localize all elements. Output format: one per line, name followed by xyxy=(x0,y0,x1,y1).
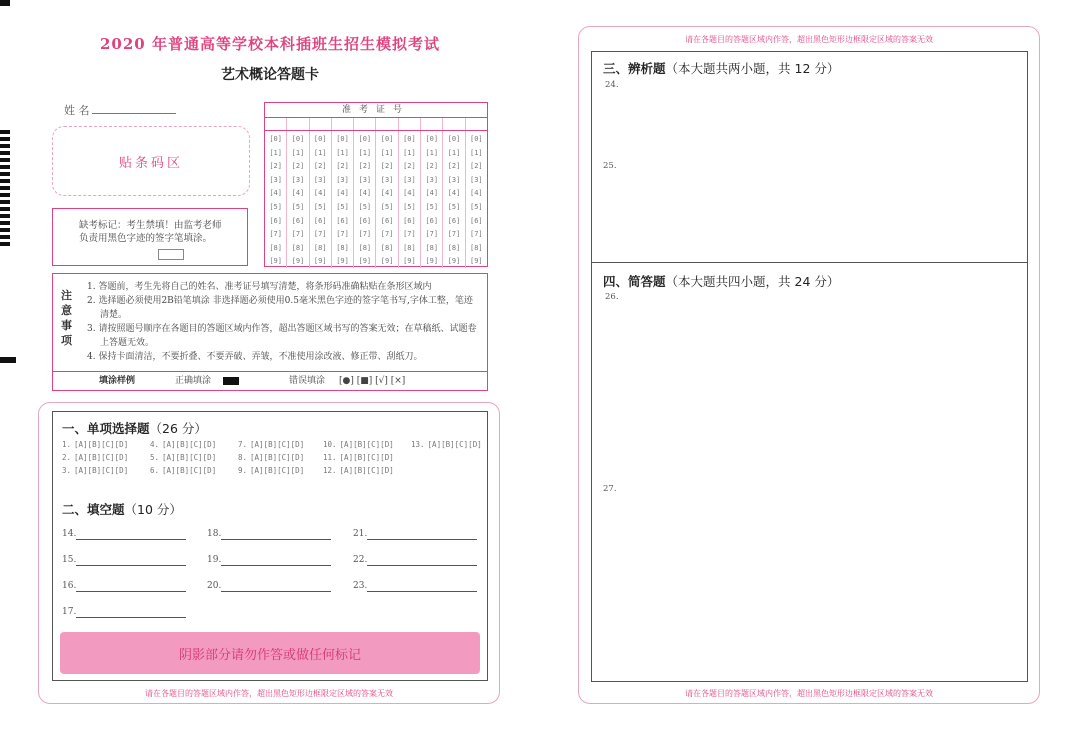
digit-bubble[interactable]: [8] xyxy=(425,243,439,252)
timing-mark xyxy=(0,357,16,363)
digit-bubble[interactable]: [1] xyxy=(425,148,439,157)
digit-bubble[interactable]: [8] xyxy=(358,243,372,252)
digit-bubble[interactable]: [3] xyxy=(469,175,483,184)
choice-question[interactable] xyxy=(150,466,216,475)
section2-score: （10 分） xyxy=(124,502,182,517)
digit-bubble[interactable]: [5] xyxy=(447,202,461,211)
question-number: 21. xyxy=(353,529,368,539)
digit-bubble[interactable]: [5] xyxy=(269,202,282,211)
digit-bubble[interactable]: [8] xyxy=(336,243,349,252)
digit-bubble[interactable]: [0] xyxy=(313,135,327,143)
question-number: 17. xyxy=(62,607,77,617)
answer-blank[interactable] xyxy=(367,565,477,566)
digit-bubble[interactable]: [9] xyxy=(447,257,461,266)
digit-bubble[interactable]: [4] xyxy=(313,189,327,198)
digit-bubble[interactable]: [5] xyxy=(291,202,305,211)
choice-question[interactable] xyxy=(150,453,216,462)
ticket-digit-column xyxy=(443,131,465,268)
digit-bubble[interactable]: [1] xyxy=(336,148,349,157)
choice-options[interactable]: [A][B][C][D] xyxy=(162,466,217,475)
digit-bubble[interactable]: [8] xyxy=(403,243,416,252)
timing-mark xyxy=(0,207,10,211)
answer-blank[interactable] xyxy=(367,539,477,540)
digit-bubble[interactable]: [8] xyxy=(291,243,305,252)
section-divider xyxy=(591,262,1028,263)
digit-bubble[interactable]: [7] xyxy=(269,230,282,239)
choice-options[interactable]: [A][B][C][D] xyxy=(74,466,129,475)
question-number: 23. xyxy=(353,581,368,591)
digit-bubble[interactable]: [0] xyxy=(469,135,483,143)
choice-question[interactable] xyxy=(150,440,216,449)
digit-bubble[interactable]: [8] xyxy=(269,243,282,252)
timing-mark xyxy=(0,221,10,225)
absent-checkbox[interactable] xyxy=(158,249,184,260)
digit-bubble[interactable]: [3] xyxy=(269,175,282,184)
question-number: 5. xyxy=(150,453,160,462)
ticket-digit-column xyxy=(287,131,309,268)
question-number: 20. xyxy=(207,581,222,591)
answer-blank[interactable] xyxy=(76,617,186,618)
digit-bubble[interactable]: [9] xyxy=(336,257,349,266)
digit-bubble[interactable]: [3] xyxy=(403,175,416,184)
section2-title: 二、填空题 xyxy=(62,502,125,517)
digit-bubble[interactable]: [1] xyxy=(403,148,416,157)
digit-bubble[interactable]: [1] xyxy=(269,148,282,157)
correct-label: 正确填涂 xyxy=(175,376,212,386)
section1-score: （26 分） xyxy=(149,421,207,436)
question-number: 6. xyxy=(150,466,160,475)
question-number: 18. xyxy=(207,529,222,539)
question-number: 9. xyxy=(238,466,248,475)
choice-options[interactable]: [A][B][C][D] xyxy=(339,453,394,462)
section3-detail: （本大题共两小题，共 12 分） xyxy=(665,61,840,76)
digit-bubble[interactable]: [6] xyxy=(313,216,327,225)
question-number: 8. xyxy=(238,453,248,462)
digit-bubble[interactable]: [2] xyxy=(358,162,372,171)
wrong-samples: [●] [■] [√] [×] xyxy=(339,376,406,386)
choice-question[interactable] xyxy=(62,466,128,475)
ticket-number-grid xyxy=(264,102,488,267)
ticket-digit-columns xyxy=(265,131,487,268)
barcode-area: 贴条码区 xyxy=(52,126,250,196)
digit-bubble[interactable]: [3] xyxy=(336,175,349,184)
fill-sample-row xyxy=(53,371,487,390)
digit-bubble[interactable]: [4] xyxy=(336,189,349,198)
question-number: 13. xyxy=(411,440,425,449)
digit-bubble[interactable]: [8] xyxy=(469,243,483,252)
section1-heading xyxy=(62,419,207,437)
question-number: 1. xyxy=(62,440,72,449)
digit-bubble[interactable]: [4] xyxy=(447,189,461,198)
digit-bubble[interactable]: [3] xyxy=(291,175,305,184)
digit-bubble[interactable]: [2] xyxy=(336,162,349,171)
digit-bubble[interactable]: [4] xyxy=(403,189,416,198)
answer-blank[interactable] xyxy=(76,539,186,540)
digit-bubble[interactable]: [3] xyxy=(313,175,327,184)
digit-bubble[interactable]: [1] xyxy=(358,148,372,157)
timing-mark xyxy=(0,144,10,148)
answer-blank[interactable] xyxy=(221,591,331,592)
timing-mark xyxy=(0,151,10,155)
answer-area-26[interactable] xyxy=(600,304,1020,474)
note-item: 3. 请按照题号顺序在各题目的答题区域内作答，超出答题区域书写的答案无效；在草稿纸、试题卷上答题无效。 xyxy=(87,324,477,348)
absent-line-1: 缺考标记：考生禁填！由监考老师 xyxy=(79,220,222,231)
choice-question[interactable] xyxy=(323,453,394,462)
section4-heading xyxy=(603,272,839,290)
timing-mark xyxy=(0,179,10,183)
right-header-note: 请在各题目的答题区域内作答，超出黑色矩形边框限定区域的答案无效 xyxy=(685,35,933,44)
question-number: 27. xyxy=(603,484,617,494)
digit-bubble[interactable]: [2] xyxy=(425,162,439,171)
digit-bubble[interactable]: [2] xyxy=(469,162,483,171)
answer-blank[interactable] xyxy=(221,565,331,566)
ticket-digit-column xyxy=(310,131,332,268)
name-field[interactable] xyxy=(92,113,176,114)
notes-label: 注意事项 xyxy=(61,289,72,347)
digit-bubble[interactable]: [0] xyxy=(336,135,349,143)
section3-title: 三、辨析题 xyxy=(603,61,666,76)
digit-bubble[interactable]: [1] xyxy=(469,148,483,157)
ticket-digit-column xyxy=(265,131,287,268)
absent-mark-box xyxy=(52,208,248,266)
digit-bubble[interactable]: [5] xyxy=(380,202,394,211)
choice-question[interactable] xyxy=(62,440,128,449)
choice-options[interactable]: [A][B][C][D] xyxy=(250,453,305,462)
digit-bubble[interactable]: [6] xyxy=(269,216,282,225)
choice-question[interactable] xyxy=(323,466,394,475)
digit-bubble[interactable]: [2] xyxy=(380,162,394,171)
digit-bubble[interactable]: [2] xyxy=(447,162,461,171)
ticket-write-row[interactable] xyxy=(265,118,487,131)
question-number: 19. xyxy=(207,555,222,565)
timing-mark xyxy=(0,165,10,169)
right-footer-note: 请在各题目的答题区域内作答，超出黑色矩形边框限定区域的答案无效 xyxy=(685,689,933,698)
answer-blank[interactable] xyxy=(76,591,186,592)
question-number: 15. xyxy=(62,555,77,565)
digit-bubble[interactable]: [5] xyxy=(403,202,416,211)
choice-question[interactable] xyxy=(238,440,304,449)
digit-bubble[interactable]: [6] xyxy=(403,216,416,225)
timing-mark xyxy=(0,172,10,176)
choice-question[interactable] xyxy=(411,440,482,449)
ticket-digit-column xyxy=(466,131,487,268)
digit-bubble[interactable]: [3] xyxy=(425,175,439,184)
digit-bubble[interactable]: [6] xyxy=(380,216,394,225)
digit-bubble[interactable]: [5] xyxy=(313,202,327,211)
choice-options[interactable]: [A][B][C][D] xyxy=(162,440,217,449)
choice-options[interactable]: [A][B][C][D] xyxy=(427,440,482,449)
digit-bubble[interactable]: [9] xyxy=(313,257,327,266)
answer-blank[interactable] xyxy=(76,565,186,566)
absent-line-2: 负责用黑色字迹的签字笔填涂。 xyxy=(79,233,213,244)
ticket-header: 准考证号 xyxy=(265,103,487,118)
digit-bubble[interactable]: [1] xyxy=(313,148,327,157)
left-footer-note: 请在各题目的答题区域内作答，超出黑色矩形边框限定区域的答案无效 xyxy=(145,689,393,698)
timing-mark xyxy=(0,0,10,6)
answer-blank[interactable] xyxy=(367,591,477,592)
section2-heading xyxy=(62,500,182,518)
choice-options[interactable]: [A][B][C][D] xyxy=(250,440,305,449)
digit-bubble[interactable]: [5] xyxy=(358,202,372,211)
digit-bubble[interactable]: [7] xyxy=(380,230,394,239)
ticket-digit-column xyxy=(421,131,443,268)
digit-bubble[interactable]: [5] xyxy=(425,202,439,211)
timing-mark xyxy=(0,193,10,197)
note-item: 4. 保持卡面清洁，不要折叠、不要弄破、弄皱，不准使用涂改液、修正带、刮纸刀。 xyxy=(87,352,423,362)
digit-bubble[interactable]: [0] xyxy=(380,135,394,143)
exam-title: 2020 年普通高等学校本科插班生招生模拟考试 xyxy=(100,35,440,53)
answer-area-24[interactable] xyxy=(600,92,1020,152)
section1-title: 一、单项选择题 xyxy=(62,421,150,436)
timing-mark xyxy=(0,186,10,190)
answer-area-27[interactable] xyxy=(600,496,1020,676)
digit-bubble[interactable]: [7] xyxy=(425,230,439,239)
note-item: 1. 答题前，考生先将自己的姓名、准考证号填写清楚，将条形码准确粘贴在条形区域内 xyxy=(87,282,432,292)
digit-bubble[interactable]: [0] xyxy=(425,135,439,143)
digit-bubble[interactable]: [8] xyxy=(313,243,327,252)
choice-options[interactable]: [A][B][C][D] xyxy=(74,440,129,449)
digit-bubble[interactable]: [7] xyxy=(358,230,372,239)
question-number: 3. xyxy=(62,466,72,475)
digit-bubble[interactable]: [2] xyxy=(313,162,327,171)
timing-mark xyxy=(0,200,10,204)
question-number: 16. xyxy=(62,581,77,591)
choice-options[interactable]: [A][B][C][D] xyxy=(250,466,305,475)
digit-bubble[interactable]: [0] xyxy=(358,135,372,143)
question-number: 25. xyxy=(603,161,617,171)
timing-mark xyxy=(0,228,10,232)
notes-box xyxy=(52,273,488,391)
digit-bubble[interactable]: [9] xyxy=(291,257,305,266)
digit-bubble[interactable]: [2] xyxy=(269,162,282,171)
question-number: 7. xyxy=(238,440,248,449)
timing-mark xyxy=(0,130,10,134)
digit-bubble[interactable]: [0] xyxy=(403,135,416,143)
shaded-no-write-area: 阴影部分请勿作答或做任何标记 xyxy=(60,632,480,674)
choice-options[interactable]: [A][B][C][D] xyxy=(74,453,129,462)
section4-detail: （本大题共四小题，共 24 分） xyxy=(665,274,840,289)
question-number: 11. xyxy=(323,453,337,462)
correct-sample xyxy=(223,372,239,390)
digit-bubble[interactable]: [1] xyxy=(447,148,461,157)
digit-bubble[interactable]: [6] xyxy=(425,216,439,225)
digit-bubble[interactable]: [7] xyxy=(336,230,349,239)
question-number: 10. xyxy=(323,440,337,449)
section4-title: 四、简答题 xyxy=(603,274,666,289)
choice-options[interactable]: [A][B][C][D] xyxy=(162,453,217,462)
digit-bubble[interactable]: [3] xyxy=(380,175,394,184)
timing-mark xyxy=(0,242,10,246)
timing-mark xyxy=(0,214,10,218)
digit-bubble[interactable]: [1] xyxy=(380,148,394,157)
digit-bubble[interactable]: [9] xyxy=(269,257,282,266)
digit-bubble[interactable]: [5] xyxy=(336,202,349,211)
choice-question[interactable] xyxy=(238,466,304,475)
digit-bubble[interactable]: [7] xyxy=(313,230,327,239)
timing-mark xyxy=(0,137,10,141)
question-number: 22. xyxy=(353,555,368,565)
digit-bubble[interactable]: [9] xyxy=(358,257,372,266)
digit-bubble[interactable]: [0] xyxy=(269,135,282,143)
question-number: 26. xyxy=(605,292,619,302)
question-number: 4. xyxy=(150,440,160,449)
digit-bubble[interactable]: [3] xyxy=(358,175,372,184)
digit-bubble[interactable]: [7] xyxy=(403,230,416,239)
choice-options[interactable]: [A][B][C][D] xyxy=(339,466,394,475)
digit-bubble[interactable]: [6] xyxy=(469,216,483,225)
card-subtitle: 艺术概论答题卡 xyxy=(221,67,319,83)
digit-bubble[interactable]: [8] xyxy=(447,243,461,252)
digit-bubble[interactable]: [0] xyxy=(291,135,305,143)
ticket-digit-column xyxy=(332,131,354,268)
choice-options[interactable]: [A][B][C][D] xyxy=(339,440,394,449)
question-number: 12. xyxy=(323,466,337,475)
digit-bubble[interactable]: [6] xyxy=(447,216,461,225)
question-number: 14. xyxy=(62,529,77,539)
digit-bubble[interactable]: [6] xyxy=(358,216,372,225)
digit-bubble[interactable]: [2] xyxy=(403,162,416,171)
choice-question[interactable] xyxy=(62,453,128,462)
digit-bubble[interactable]: [4] xyxy=(469,189,483,198)
digit-bubble[interactable]: [4] xyxy=(358,189,372,198)
sample-label: 填涂样例 xyxy=(99,376,136,386)
question-number: 2. xyxy=(62,453,72,462)
digit-bubble[interactable]: [3] xyxy=(447,175,461,184)
ticket-digit-column xyxy=(376,131,398,268)
timing-mark xyxy=(0,158,10,162)
digit-bubble[interactable]: [9] xyxy=(403,257,416,266)
digit-bubble[interactable]: [9] xyxy=(380,257,394,266)
digit-bubble[interactable]: [1] xyxy=(291,148,305,157)
ticket-digit-column xyxy=(354,131,376,268)
digit-bubble[interactable]: [8] xyxy=(380,243,394,252)
question-number: 24. xyxy=(605,80,619,90)
digit-bubble[interactable]: [9] xyxy=(469,257,483,266)
choice-question[interactable] xyxy=(323,440,394,449)
notes-list xyxy=(87,280,477,364)
section3-heading xyxy=(603,59,839,77)
digit-bubble[interactable]: [4] xyxy=(291,189,305,198)
digit-bubble[interactable]: [6] xyxy=(336,216,349,225)
digit-bubble[interactable]: [2] xyxy=(291,162,305,171)
digit-bubble[interactable]: [4] xyxy=(269,189,282,198)
digit-bubble[interactable]: [4] xyxy=(425,189,439,198)
ticket-digit-column xyxy=(399,131,421,268)
digit-bubble[interactable]: [9] xyxy=(425,257,439,266)
digit-bubble[interactable]: [7] xyxy=(291,230,305,239)
digit-bubble[interactable]: [5] xyxy=(469,202,483,211)
wrong-label: 错误填涂 xyxy=(289,376,326,386)
note-item: 2. 选择题必须使用2B铅笔填涂 非选择题必须使用0.5毫米黑色字迹的签字笔书写,字体工整，笔迹清楚。 xyxy=(87,296,473,320)
name-label: 姓 名 xyxy=(64,104,90,117)
digit-bubble[interactable]: [6] xyxy=(291,216,305,225)
answer-blank[interactable] xyxy=(221,539,331,540)
digit-bubble[interactable]: [7] xyxy=(469,230,483,239)
answer-area-25[interactable] xyxy=(600,174,1020,254)
digit-bubble[interactable]: [0] xyxy=(447,135,461,143)
choice-question[interactable] xyxy=(238,453,304,462)
timing-mark xyxy=(0,235,10,239)
digit-bubble[interactable]: [4] xyxy=(380,189,394,198)
digit-bubble[interactable]: [7] xyxy=(447,230,461,239)
